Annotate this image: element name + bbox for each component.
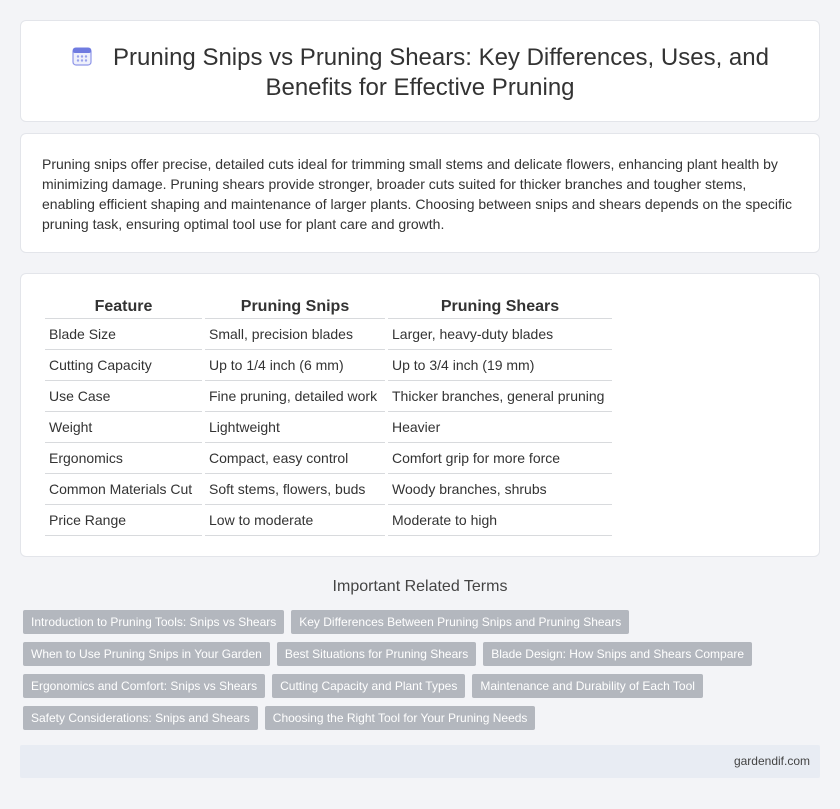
page-title-wrap <box>21 43 819 103</box>
table-row <box>45 474 612 505</box>
related-term-tag[interactable]: Safety Considerations: Snips and Shears <box>23 706 258 730</box>
table-row <box>45 412 612 443</box>
table-cell: Heavier <box>388 412 612 443</box>
footer-site[interactable]: gardendif.com <box>733 754 810 768</box>
table-cell: Lightweight <box>205 412 385 443</box>
page-title: Pruning Snips vs Pruning Shears: Key Differences, Uses, and Benefits for Effective Pruning <box>113 44 769 101</box>
table-cell: Cutting Capacity <box>45 350 202 381</box>
title-card <box>20 20 820 122</box>
related-term-tag[interactable]: Key Differences Between Pruning Snips and Pruning Shears <box>291 610 629 634</box>
comparison-table-card <box>20 273 820 557</box>
table-cell: Up to 3/4 inch (19 mm) <box>388 350 612 381</box>
table-cell: Up to 1/4 inch (6 mm) <box>205 350 385 381</box>
related-term-tag[interactable]: Maintenance and Durability of Each Tool <box>472 674 703 698</box>
table-cell: Common Materials Cut <box>45 474 202 505</box>
table-cell: Price Range <box>45 505 202 536</box>
table-cell: Weight <box>45 412 202 443</box>
table-row <box>45 505 612 536</box>
comparison-table <box>42 295 615 536</box>
related-term-tag[interactable]: Introduction to Pruning Tools: Snips vs Shears <box>23 610 284 634</box>
table-cell: Low to moderate <box>205 505 385 536</box>
footer <box>20 745 820 778</box>
table-cell: Use Case <box>45 381 202 412</box>
table-header-feature: Feature <box>45 295 202 319</box>
table-cell: Compact, easy control <box>205 443 385 474</box>
related-term-tag[interactable]: When to Use Pruning Snips in Your Garden <box>23 642 270 666</box>
related-terms-list <box>23 610 813 730</box>
table-cell: Small, precision blades <box>205 319 385 350</box>
table-row <box>45 443 612 474</box>
table-row <box>45 350 612 381</box>
table-body <box>45 319 612 536</box>
calendar-icon <box>71 45 93 67</box>
table-cell: Larger, heavy-duty blades <box>388 319 612 350</box>
related-term-tag[interactable]: Choosing the Right Tool for Your Pruning Needs <box>265 706 536 730</box>
table-header-snips: Pruning Snips <box>205 295 385 319</box>
related-term-tag[interactable]: Cutting Capacity and Plant Types <box>272 674 465 698</box>
table-cell: Blade Size <box>45 319 202 350</box>
table-row <box>45 319 612 350</box>
table-cell: Woody branches, shrubs <box>388 474 612 505</box>
table-cell: Fine pruning, detailed work <box>205 381 385 412</box>
related-terms-heading: Important Related Terms <box>332 578 508 595</box>
table-cell: Thicker branches, general pruning <box>388 381 612 412</box>
table-cell: Moderate to high <box>388 505 612 536</box>
table-cell: Comfort grip for more force <box>388 443 612 474</box>
table-header-row <box>45 295 612 319</box>
related-term-tag[interactable]: Best Situations for Pruning Shears <box>277 642 476 666</box>
table-header-shears: Pruning Shears <box>388 295 612 319</box>
table-row <box>45 381 612 412</box>
table-cell: Ergonomics <box>45 443 202 474</box>
related-term-tag[interactable]: Ergonomics and Comfort: Snips vs Shears <box>23 674 265 698</box>
summary-text: Pruning snips offer precise, detailed cuts ideal for trimming small stems and delicate flowers, enhancing plant health by minimizing damage. Pruning shears provide stronger, broader cuts suited for thicker branches and tougher stems, enabling efficient shaping and maintenance of larger plants. Choosing between snips and shears depends on the specific pruning task, ensuring optimal tool use for plant care and growth. <box>42 156 793 232</box>
table-cell: Soft stems, flowers, buds <box>205 474 385 505</box>
related-term-tag[interactable]: Blade Design: How Snips and Shears Compare <box>483 642 752 666</box>
summary-card <box>20 133 820 253</box>
